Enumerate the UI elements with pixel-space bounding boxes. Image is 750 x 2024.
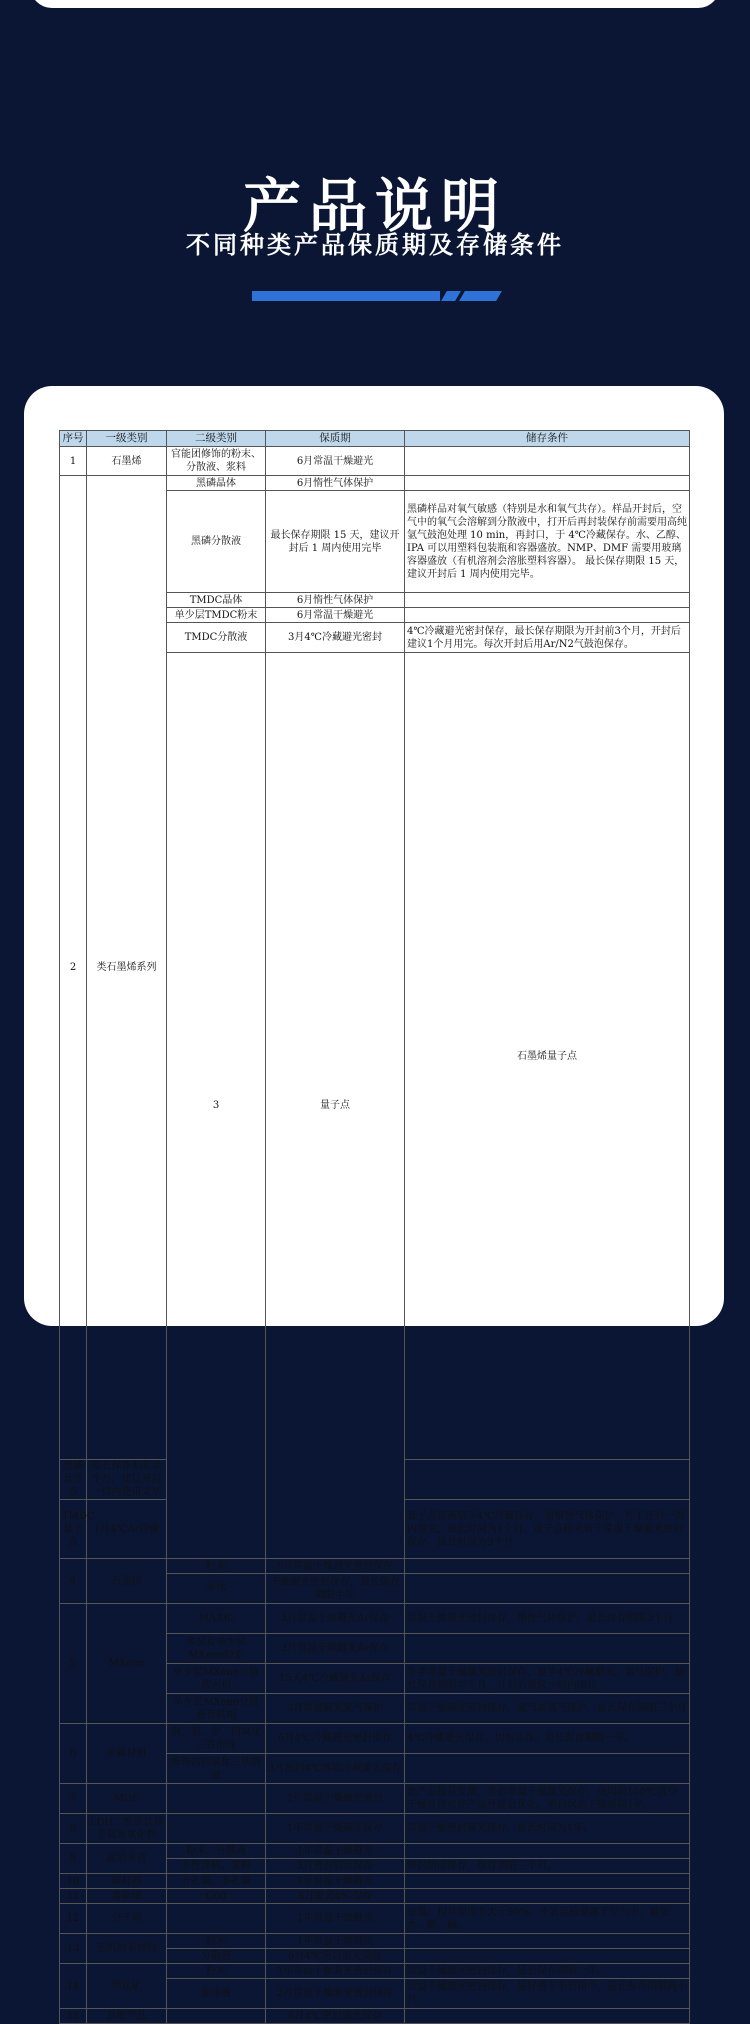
cell-no: 5 xyxy=(60,1604,87,1724)
table-row xyxy=(60,476,690,491)
cell-category2 xyxy=(167,1784,266,1814)
cell-category1: 钙钛矿 xyxy=(87,1964,167,2009)
table-row xyxy=(60,1844,690,1859)
cell-category2 xyxy=(167,1814,266,1844)
page-subtitle: 不同种类产品保质期及存储条件 xyxy=(186,231,564,259)
cell-category1: 金属材料 xyxy=(87,1724,167,1784)
cell-category1: LDH二维层状双金属氢氧化物 xyxy=(87,1814,167,1844)
cell-storage xyxy=(405,1844,690,1859)
cell-storage xyxy=(405,1460,690,1500)
cell-storage xyxy=(405,1754,690,1784)
top-card xyxy=(30,0,720,8)
cell-category1: 碳纳米管 xyxy=(87,1844,167,1874)
cell-shelf-life: 3月常温干燥避光Ar保存 xyxy=(266,1604,405,1634)
table-row xyxy=(60,1889,690,1904)
column-header-shelf-life: 保质期 xyxy=(266,431,405,447)
cell-shelf-life: 1年常温干燥避光保存 xyxy=(266,1814,405,1844)
cell-shelf-life: 6月4℃冷藏避光密封保存 xyxy=(266,1724,405,1754)
table-row xyxy=(60,1814,690,1844)
cell-no: 1 xyxy=(60,447,87,476)
table-row xyxy=(60,1964,690,1979)
cell-shelf-life: 6月常温干燥避光密封保存 xyxy=(266,1559,405,1574)
cell-no: 10 xyxy=(60,1874,87,1889)
cell-category1: 其他产品 xyxy=(87,2009,167,2024)
cell-storage: 常温干燥避光密封保存，最好置于手套箱中，最长保存期限两个月。 xyxy=(405,1979,690,2009)
cell-storage: 常温干燥避光密封保存。最长保存期限一年。 xyxy=(405,1964,690,1979)
decorative-slash xyxy=(441,291,461,301)
cell-category2: 铜、银、金、四氧化三铁溶液 xyxy=(167,1724,266,1754)
table-row xyxy=(60,1604,690,1634)
cell-category2: 旋涂液 xyxy=(167,1979,266,2009)
cell-category2: TMDC量子点 xyxy=(60,1500,87,1559)
cell-no: 7 xyxy=(60,1784,87,1814)
cell-storage xyxy=(405,447,690,476)
cell-category1: 分子筛 xyxy=(87,1904,167,1934)
cell-no: 14 xyxy=(60,1964,87,2009)
decorative-slash xyxy=(459,291,502,301)
cell-shelf-life: 6月常温干燥避光 xyxy=(266,447,405,476)
cell-category2: MAX相 xyxy=(167,1604,266,1634)
cell-shelf-life: 3月密封阴凉保存 xyxy=(266,1859,405,1874)
cell-shelf-life: 最长保存期限半个月，建议开后一周内使用完毕 xyxy=(87,1460,167,1500)
cell-shelf-life: 1月4℃Ar冷藏 xyxy=(87,1500,167,1559)
cell-category2: 单少层MXene分散液水相 xyxy=(167,1664,266,1694)
cell-shelf-life: 6月惰性气体保护 xyxy=(266,476,405,491)
cell-storage: 常温干燥避光密封保存，氮气或氩气保护，最长保存期限三个月 xyxy=(405,1694,690,1724)
cell-category2: 分散液 xyxy=(167,1949,266,1964)
column-header-category2: 二级类别 xyxy=(167,431,266,447)
cell-category1: MXene xyxy=(87,1604,167,1724)
cell-category2: 单少层MXene分散液有机相 xyxy=(167,1694,266,1724)
cell-shelf-life: 6月4℃密封避光保存 xyxy=(266,2009,405,2024)
cell-shelf-life: 最长保存期限 15 天，建议开封后 1 周内使用完毕 xyxy=(266,491,405,593)
cell-storage xyxy=(405,593,690,608)
cell-storage: 4℃冷藏避光密封保存，最长保存期限为开封前3个月，开封后建议1个月用完。每次开封后用Ar/N2气鼓泡保存。 xyxy=(405,623,690,653)
table-row xyxy=(60,1559,690,1574)
cell-category1: 无机纳米材料 xyxy=(87,1934,167,1964)
cell-no: 6 xyxy=(60,1724,87,1784)
cell-category1: 量子点 xyxy=(266,653,405,1559)
cell-storage: 密封阴凉保存，保存期限三个月。 xyxy=(405,1859,690,1874)
cell-storage: 黑磷样品对氧气敏感（特别是水和氧气共存）。样品开封后，空气中的氧气会溶解到分散液中，打开后再封装保存前需要用高纯氩气鼓泡处理 10 min，再封口，于 4℃冷藏保存。水、乙醇、IPA 可以用塑料包装瓶和容器盛放。NMP、DMF 需要用玻璃容器盛放（有机溶剂会溶胀塑料容器）。 最长保存期限 15 天，建议开封后 1 周内使用完毕。 xyxy=(405,491,690,593)
table-header-row xyxy=(60,431,690,447)
cell-shelf-life: 3月密封4℃冰箱冷藏避光保存 xyxy=(266,1754,405,1784)
cell-category2: 介孔碳、多孔碳 xyxy=(167,1874,266,1889)
table-row xyxy=(60,2009,690,2024)
table-row xyxy=(60,447,690,476)
cell-category2: 粉末 xyxy=(167,1559,266,1574)
cell-shelf-life: 15天4℃冷藏避光Ar保存 xyxy=(266,1664,405,1694)
cell-category2: 粉末、分散液 xyxy=(167,1844,266,1859)
cell-storage xyxy=(405,1559,690,1574)
cell-category1: 石墨烯 xyxy=(87,447,167,476)
table-row xyxy=(60,1904,690,1934)
shelf-life-table xyxy=(59,430,690,2024)
cell-category2: 单少层TMDC粉末 xyxy=(167,608,266,623)
table-row xyxy=(60,1724,690,1754)
cell-category2: 粉末 xyxy=(167,1964,266,1979)
cell-no: 9 xyxy=(60,1844,87,1874)
cell-no: 11 xyxy=(60,1889,87,1904)
cell-shelf-life: 1年常温干燥避光密封保存 xyxy=(266,1964,405,1979)
cell-storage xyxy=(405,1634,690,1664)
cell-category2: 单体 xyxy=(167,1574,266,1604)
cell-category2: 石墨烯量子点 xyxy=(405,653,690,1460)
cell-shelf-life: 1年常温干燥避光 xyxy=(266,1844,405,1859)
table-row xyxy=(60,1874,690,1889)
cell-category2: C60 xyxy=(167,1889,266,1904)
column-header-storage: 储存条件 xyxy=(405,431,690,447)
cell-category2: 黑磷量子点 xyxy=(60,1460,87,1500)
cell-storage xyxy=(405,476,690,491)
cell-category1: 类石墨烯系列 xyxy=(87,476,167,1460)
cell-shelf-life: 1年常温干燥避光 xyxy=(266,1874,405,1889)
cell-storage xyxy=(405,1874,690,1889)
cell-category2: 多层及单少层MXene粉末 xyxy=(167,1634,266,1664)
cell-shelf-life: 3月4℃冷藏避光密封 xyxy=(266,623,405,653)
cell-no: 3 xyxy=(167,653,266,1559)
cell-storage xyxy=(405,1934,690,1949)
cell-category2 xyxy=(167,2009,266,2024)
cell-category2: 水性涂料、浆料 xyxy=(167,1859,266,1874)
cell-shelf-life: 6月惰性气体保护 xyxy=(266,593,405,608)
cell-shelf-life: 2月常温干燥避光密封保存 xyxy=(266,1979,405,2009)
cell-storage xyxy=(405,2009,690,2024)
cell-shelf-life: 3月常温干燥避光Ar保存 xyxy=(266,1634,405,1664)
cell-shelf-life: 1年常温干燥避光 xyxy=(266,1904,405,1934)
cell-category1: 富勒烯 xyxy=(87,1889,167,1904)
cell-storage: 此产品极易受潮，务必常温干燥避光保存，使用前100℃真空干燥处理可使产品性能最优化。密封状态下保质期1年。 xyxy=(405,1784,690,1814)
cell-category2: 修饰的四氧化三铁溶液 xyxy=(167,1754,266,1784)
cell-shelf-life: 6月常温干燥避光 xyxy=(266,608,405,623)
cell-storage xyxy=(405,608,690,623)
decorative-bar xyxy=(252,291,440,301)
cell-category2: TMDC分散液 xyxy=(167,623,266,653)
cell-storage: 冬季常温干燥避光密封保存，夏季4℃冷藏避光，氩气保护，最长保存期限半个月，开封后建议一周内用完 xyxy=(405,1664,690,1694)
cell-shelf-life: 1年常温干燥避光 xyxy=(266,1934,405,1949)
cell-no: 12 xyxy=(60,1904,87,1934)
cell-category2: 粉末 xyxy=(167,1934,266,1949)
cell-category2 xyxy=(167,1904,266,1934)
cell-category2: TMDC晶体 xyxy=(167,593,266,608)
cell-category1: MOF xyxy=(87,1784,167,1814)
cell-no: 15 xyxy=(60,2009,87,2024)
cell-storage: 4℃冷藏避光保存，切勿冻存。最长保存期限一年。 xyxy=(405,1724,690,1754)
cell-storage: 常温干燥密封避光保存。最长时间为1年。 xyxy=(405,1814,690,1844)
column-header-category1: 一级类别 xyxy=(87,431,167,447)
cell-storage xyxy=(405,1949,690,1964)
cell-shelf-life: 6月4℃密封避光保存 xyxy=(266,1949,405,1964)
cell-storage xyxy=(405,1574,690,1604)
cell-shelf-life: 1年常温干燥避光密封 xyxy=(266,1784,405,1814)
table-row xyxy=(60,1784,690,1814)
cell-storage: 常温干燥避光密封保存，惰性气体保护，最长保存期限3个月 xyxy=(405,1604,690,1634)
cell-category1: 石墨炔 xyxy=(87,1559,167,1604)
page-title: 产品说明 xyxy=(242,171,507,240)
cell-shelf-life: 干燥避光密封保存，最长保存期限半年 xyxy=(266,1574,405,1604)
cell-no: 2 xyxy=(60,476,87,1460)
cell-storage: 量子点溶液请于4℃冷藏保存，需惰性气体保护，并于开封一周内用完。最长时间为1个月。量子点粉末请于常温干燥避光密封保存。最长时间为3个月。 xyxy=(405,1500,690,1559)
cell-no: 4 xyxy=(60,1559,87,1604)
cell-storage: 室温；相对湿度不大于90%；不宜直接暴露于空气中；避免水、酸、碱。 xyxy=(405,1904,690,1934)
cell-category2: 黑磷晶体 xyxy=(167,476,266,491)
cell-shelf-life: 6月避光4℃保存 xyxy=(266,1889,405,1904)
cell-shelf-life: 3月常温避光氮气保护 xyxy=(266,1694,405,1724)
column-header-no: 序号 xyxy=(60,431,87,447)
table-row xyxy=(60,1934,690,1949)
cell-category1: 碳材料 xyxy=(87,1874,167,1889)
cell-no: 13 xyxy=(60,1934,87,1964)
cell-category2: 黑磷分散液 xyxy=(167,491,266,593)
cell-no: 8 xyxy=(60,1814,87,1844)
cell-storage xyxy=(405,1889,690,1904)
cell-category2: 官能团修饰的粉末、分散液、浆料 xyxy=(167,447,266,476)
